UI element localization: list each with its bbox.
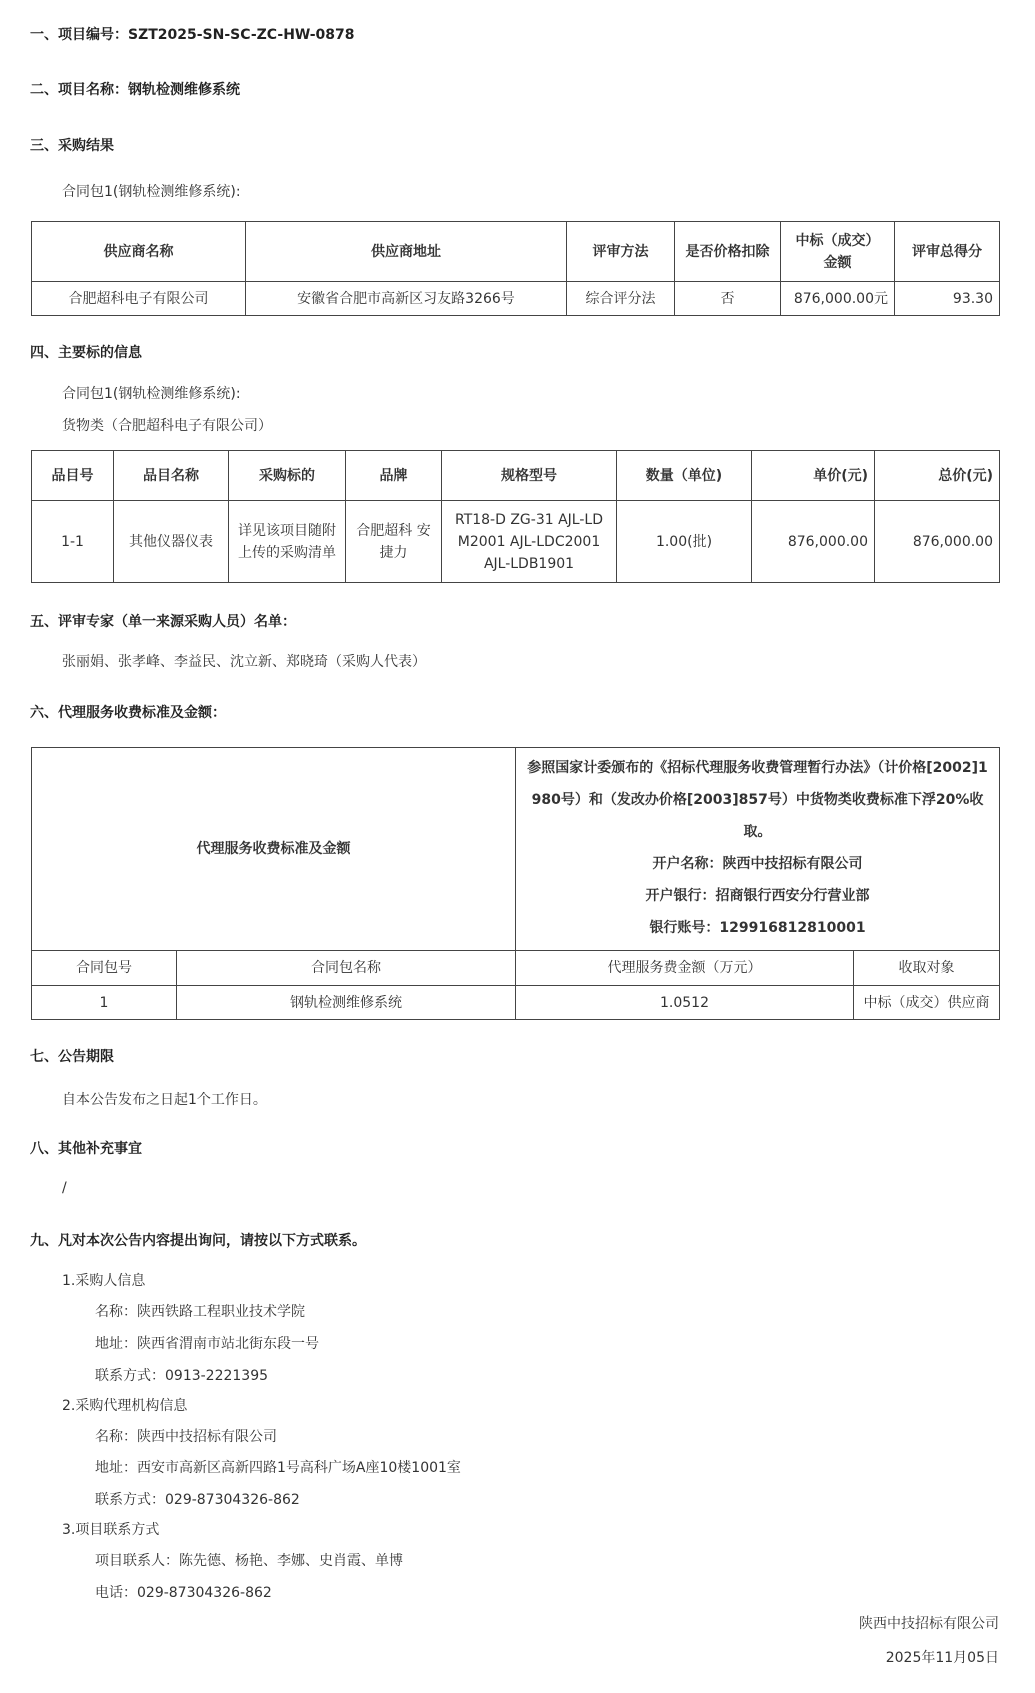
- agency-fee-table: [31, 747, 1000, 1020]
- cell-procurement-subject: 详见该项目随附上传的采购清单: [229, 501, 346, 583]
- header-package-no: 合同包号: [32, 951, 177, 986]
- subject-table: [31, 450, 1000, 583]
- cell-total-score: 93.30: [895, 282, 1000, 316]
- section-other-matters-heading: 八、其他补充事宜: [30, 1141, 142, 1157]
- header-procurement-subject: 采购标的: [229, 451, 346, 501]
- subject-table-header-row: [32, 451, 1000, 501]
- purchaser-name: 名称：陕西铁路工程职业技术学院: [95, 1304, 305, 1320]
- project-name: 二、项目名称：钢轨检测维修系统: [30, 82, 240, 98]
- header-item-no: 品目号: [32, 451, 114, 501]
- header-package-name: 合同包名称: [177, 951, 516, 986]
- section-experts-heading: 五、评审专家（单一来源采购人员）名单：: [30, 614, 296, 630]
- cell-evaluation-method: 综合评分法: [567, 282, 675, 316]
- footer-organization: 陕西中技招标有限公司: [859, 1616, 999, 1632]
- experts-names: 张丽娟、张孝峰、李益民、沈立新、郑晓琦（采购人代表）: [62, 654, 426, 670]
- footer-date: 2025年11月05日: [885, 1650, 999, 1666]
- result-package-label: 合同包1(钢轨检测维修系统):: [62, 184, 241, 200]
- cell-award-amount: 876,000.00元: [781, 282, 895, 316]
- subject-category-label: 货物类（合肥超科电子有限公司）: [62, 418, 272, 434]
- cell-package-no: 1: [32, 986, 177, 1020]
- agency-fee-label: 代理服务收费标准及金额: [32, 748, 516, 951]
- header-brand: 品牌: [346, 451, 442, 501]
- cell-item-no: 1-1: [32, 501, 114, 583]
- agency-address: 地址：西安市高新区高新四路1号高科广场A座10楼1001室: [95, 1460, 461, 1476]
- header-item-name: 品目名称: [114, 451, 229, 501]
- section-agency-fee-heading: 六、代理服务收费标准及金额：: [30, 705, 226, 721]
- header-award-amount-line2: 金额: [823, 254, 852, 271]
- cell-supplier-name: 合肥超科电子有限公司: [32, 282, 246, 316]
- bank-account-number: 银行账号：129916812810001: [649, 920, 866, 936]
- table-row: [32, 501, 1000, 583]
- cell-fee-amount: 1.0512: [516, 986, 854, 1020]
- cell-package-name: 钢轨检测维修系统: [177, 986, 516, 1020]
- header-spec-model: 规格型号: [442, 451, 617, 501]
- section-notice-period-heading: 七、公告期限: [30, 1049, 114, 1065]
- notice-period-text: 自本公告发布之日起1个工作日。: [62, 1092, 267, 1108]
- agency-fee-desc-row: [32, 748, 1000, 951]
- bank-name: 开户银行：招商银行西安分行营业部: [645, 888, 870, 904]
- table-row: [32, 986, 1000, 1020]
- section-main-subject-heading: 四、主要标的信息: [30, 345, 142, 361]
- header-evaluation-method: 评审方法: [567, 222, 675, 282]
- purchaser-contact: 联系方式：0913-2221395: [95, 1368, 269, 1384]
- result-table: [31, 221, 1000, 316]
- cell-price-deduction: 否: [675, 282, 781, 316]
- header-award-amount: [781, 222, 895, 282]
- bank-account-name: 开户名称：陕西中技招标有限公司: [652, 856, 863, 872]
- section-contact-heading: 九、凡对本次公告内容提出询问，请按以下方式联系。: [30, 1233, 366, 1249]
- table-row: [32, 282, 1000, 316]
- header-fee-amount: 代理服务费金额（万元）: [516, 951, 854, 986]
- header-unit-price: 单价(元): [752, 451, 875, 501]
- header-total-price: 总价(元): [875, 451, 1000, 501]
- purchaser-info-title: 1.采购人信息: [62, 1273, 146, 1289]
- cell-item-name: 其他仪器仪表: [114, 501, 229, 583]
- section-procurement-result-heading: 三、采购结果: [30, 138, 114, 154]
- header-total-score: 评审总得分: [895, 222, 1000, 282]
- cell-unit-price: 876,000.00: [752, 501, 875, 583]
- purchaser-address: 地址：陕西省渭南市站北街东段一号: [95, 1336, 319, 1352]
- project-number: 一、项目编号：SZT2025-SN-SC-ZC-HW-0878: [30, 27, 355, 43]
- header-fee-payer: 收取对象: [854, 951, 1000, 986]
- agency-fee-header-row: [32, 951, 1000, 986]
- cell-quantity: 1.00(批): [617, 501, 752, 583]
- header-supplier-name: 供应商名称: [32, 222, 246, 282]
- header-supplier-address: 供应商地址: [246, 222, 567, 282]
- project-contact-people: 项目联系人：陈先德、杨艳、李娜、史肖霞、单博: [95, 1553, 403, 1569]
- agency-contact: 联系方式：029-87304326-862: [95, 1492, 300, 1508]
- agency-info-title: 2.采购代理机构信息: [62, 1398, 188, 1414]
- project-contact-title: 3.项目联系方式: [62, 1522, 160, 1538]
- header-price-deduction: 是否价格扣除: [675, 222, 781, 282]
- cell-fee-payer: 中标（成交）供应商: [854, 986, 1000, 1020]
- result-table-header-row: [32, 222, 1000, 282]
- cell-supplier-address: 安徽省合肥市高新区习友路3266号: [246, 282, 567, 316]
- agency-fee-description: [516, 748, 1000, 951]
- cell-spec-model: RT18-D ZG-31 AJL-LDM2001 AJL-LDC2001 AJL-LDB1901: [442, 501, 617, 583]
- subject-package-label: 合同包1(钢轨检测维修系统):: [62, 386, 241, 402]
- agency-name: 名称：陕西中技招标有限公司: [95, 1429, 277, 1445]
- cell-brand: 合肥超科 安捷力: [346, 501, 442, 583]
- other-matters-text: /: [62, 1180, 67, 1196]
- agency-fee-standard-text: 参照国家计委颁布的《招标代理服务收费管理暂行办法》（计价格[2002]1980号）和（发改办价格[2003]857号）中货物类收费标准下浮20%收取。: [527, 760, 988, 840]
- cell-total-price: 876,000.00: [875, 501, 1000, 583]
- header-award-amount-line1: 中标（成交）: [795, 232, 880, 249]
- project-contact-phone: 电话：029-87304326-862: [95, 1585, 272, 1601]
- header-quantity: 数量（单位): [617, 451, 752, 501]
